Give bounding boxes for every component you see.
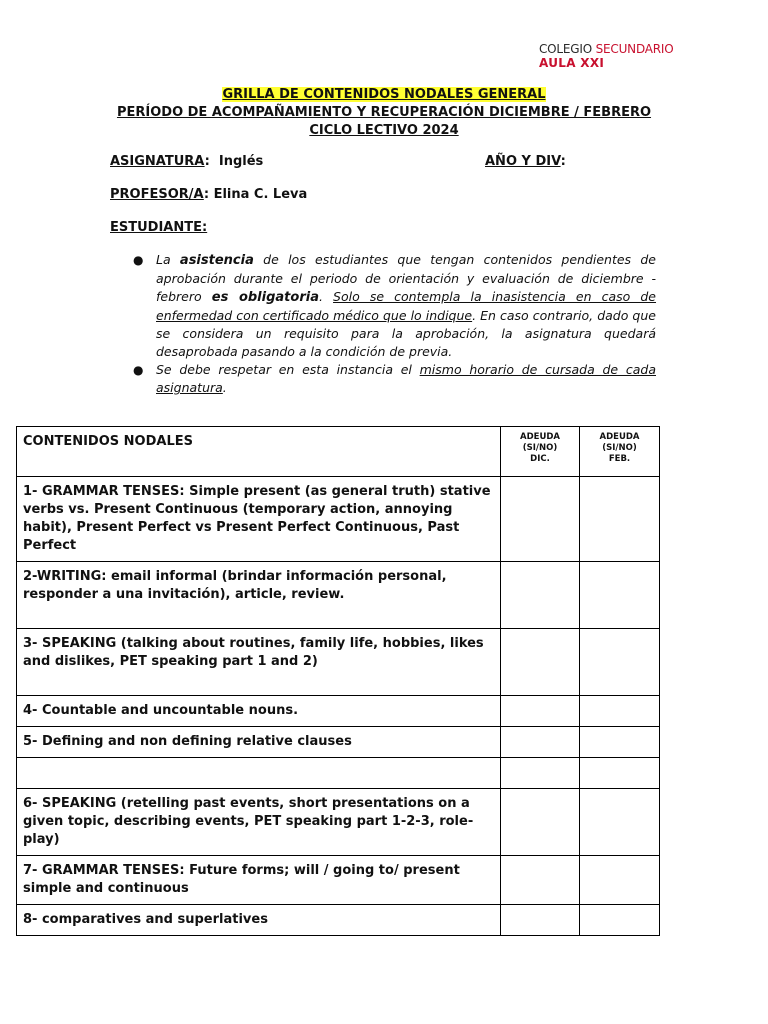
- december-cell[interactable]: [501, 477, 580, 562]
- subject-label: ASIGNATURA: [110, 154, 205, 169]
- content-cell: 5- Defining and non defining relative clauses: [17, 727, 501, 758]
- logo-text-aula: AULA XXI: [539, 56, 605, 70]
- contents-table: [16, 426, 660, 936]
- contents-column-header: CONTENIDOS NODALES: [17, 427, 501, 477]
- document-header: [0, 86, 768, 140]
- december-cell[interactable]: [501, 856, 580, 905]
- december-column-header: ADEUDA (SI/NO) DIC.: [501, 427, 580, 477]
- february-cell[interactable]: [580, 727, 660, 758]
- february-cell[interactable]: [580, 562, 660, 629]
- december-cell[interactable]: [501, 727, 580, 758]
- february-cell[interactable]: [580, 789, 660, 856]
- list-item: ● Se debe respetar en esta instancia el mismo horario de cursada de cada asignatura.: [133, 361, 656, 397]
- school-logo: [539, 42, 674, 70]
- notes-list: [133, 251, 656, 397]
- table-row: [17, 789, 660, 856]
- table-header-row: [17, 427, 660, 477]
- february-cell[interactable]: [580, 856, 660, 905]
- logo-text-colegio: COLEGIO: [539, 42, 592, 56]
- teacher-label: PROFESOR/A: [110, 187, 204, 202]
- february-cell[interactable]: [580, 629, 660, 696]
- content-cell: 7- GRAMMAR TENSES: Future forms; will / going to/ present simple and continuous: [17, 856, 501, 905]
- list-item: ● La asistencia de los estudiantes que tengan contenidos pendientes de aprobación durante el periodo de orientación y evaluación de diciembre - febrero es obligatoria. Solo se contempla la inasistencia en caso de enfermedad con certificado médico que lo indique. En caso contrario, dado que se considera un requisito para la aprobación, la asignatura quedará desaprobada pasando a la condición de previa.: [133, 251, 656, 361]
- subject-field: ASIGNATURA: Inglés: [110, 154, 264, 169]
- content-cell: 4- Countable and uncountable nouns.: [17, 696, 501, 727]
- year-field: AÑO Y DIV:: [485, 154, 566, 169]
- table-row: [17, 856, 660, 905]
- content-cell: 1- GRAMMAR TENSES: Simple present (as general truth) stative verbs vs. Present Continuous (temporary action, annoying habit), Present Perfect vs Present Perfect Continuous, Past Perfect: [17, 477, 501, 562]
- logo-text-secundario: SECUNDARIO: [595, 42, 674, 56]
- year-label: AÑO Y DIV: [485, 154, 561, 169]
- student-label: ESTUDIANTE:: [110, 220, 208, 235]
- february-cell[interactable]: [580, 696, 660, 727]
- december-cell[interactable]: [501, 758, 580, 789]
- december-cell[interactable]: [501, 562, 580, 629]
- table-row: [17, 696, 660, 727]
- table-row: [17, 727, 660, 758]
- content-cell: [17, 758, 501, 789]
- content-cell: 3- SPEAKING (talking about routines, family life, hobbies, likes and dislikes, PET speaking part 1 and 2): [17, 629, 501, 696]
- table-row: [17, 758, 660, 789]
- student-field: [110, 220, 207, 235]
- february-cell[interactable]: [580, 758, 660, 789]
- february-column-header: ADEUDA (SI/NO) FEB.: [580, 427, 660, 477]
- december-cell[interactable]: [501, 905, 580, 936]
- cycle-title: CICLO LECTIVO 2024: [309, 123, 459, 138]
- table-row: [17, 905, 660, 936]
- period-title: PERÍODO DE ACOMPAÑAMIENTO Y RECUPERACIÓN DICIEMBRE / FEBRERO: [116, 105, 652, 120]
- document-title: GRILLA DE CONTENIDOS NODALES GENERAL: [222, 87, 546, 102]
- december-cell[interactable]: [501, 696, 580, 727]
- december-cell[interactable]: [501, 629, 580, 696]
- february-cell[interactable]: [580, 905, 660, 936]
- table-row: [17, 477, 660, 562]
- teacher-value: Elina C. Leva: [213, 187, 308, 202]
- december-cell[interactable]: [501, 789, 580, 856]
- table-row: [17, 562, 660, 629]
- content-cell: 6- SPEAKING (retelling past events, short presentations on a given topic, describing events, PET speaking part 1-2-3, role-play): [17, 789, 501, 856]
- february-cell[interactable]: [580, 477, 660, 562]
- content-cell: 8- comparatives and superlatives: [17, 905, 501, 936]
- content-cell: 2-WRITING: email informal (brindar información personal, responder a una invitación), article, review.: [17, 562, 501, 629]
- teacher-field: PROFESOR/A: Elina C. Leva: [110, 187, 308, 202]
- table-row: [17, 629, 660, 696]
- subject-value: Inglés: [218, 154, 264, 169]
